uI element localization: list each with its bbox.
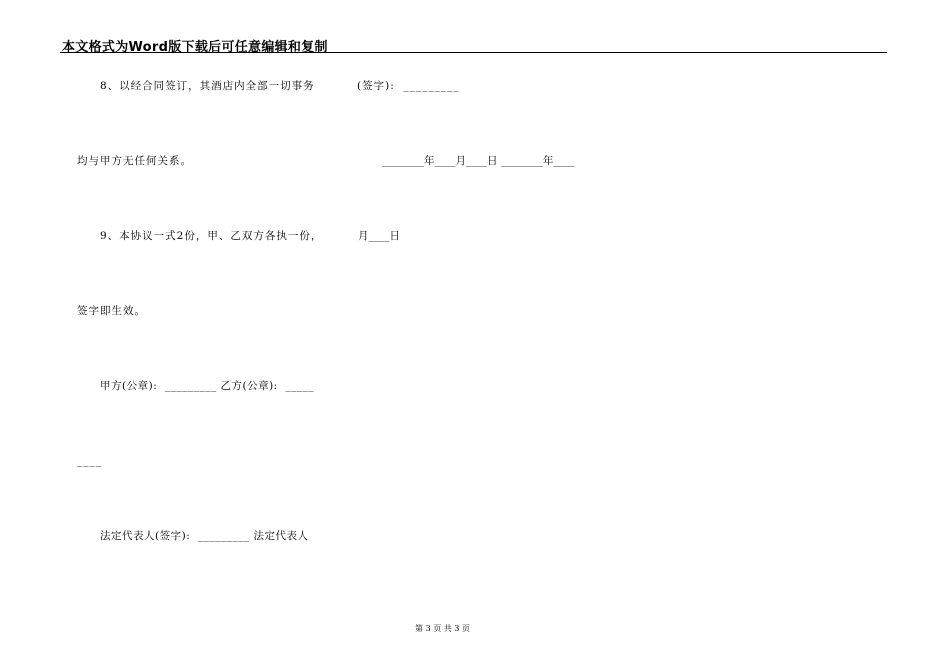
clause-9-text: 9、本协议一式2份，甲、乙双方各执一份， <box>100 230 323 242</box>
date-field-1: ________年____月____日 ________年____ <box>382 155 575 167</box>
header-divider <box>60 52 887 53</box>
party-seal-line: 甲方(公章): _________ 乙方(公章): _____ <box>100 380 315 392</box>
document-header-title: 本文格式为Word版下载后可任意编辑和复制 <box>62 40 328 55</box>
page-number: 第 3 页 共 3 页 <box>415 624 470 633</box>
signature-field-1: (签字): _________ <box>357 80 460 92</box>
clause-8-text: 8、以经合同签订，其酒店内全部一切事务 <box>100 80 315 92</box>
legal-representative-line: 法定代表人(签字): _________ 法定代表人 <box>100 530 309 542</box>
date-field-2: 月____日 <box>358 230 400 242</box>
clause-8-continuation: 均与甲方无任何关系。 <box>77 155 192 167</box>
clause-9-continuation: 签字即生效。 <box>77 305 146 317</box>
seal-line-continuation: ____ <box>77 455 102 467</box>
